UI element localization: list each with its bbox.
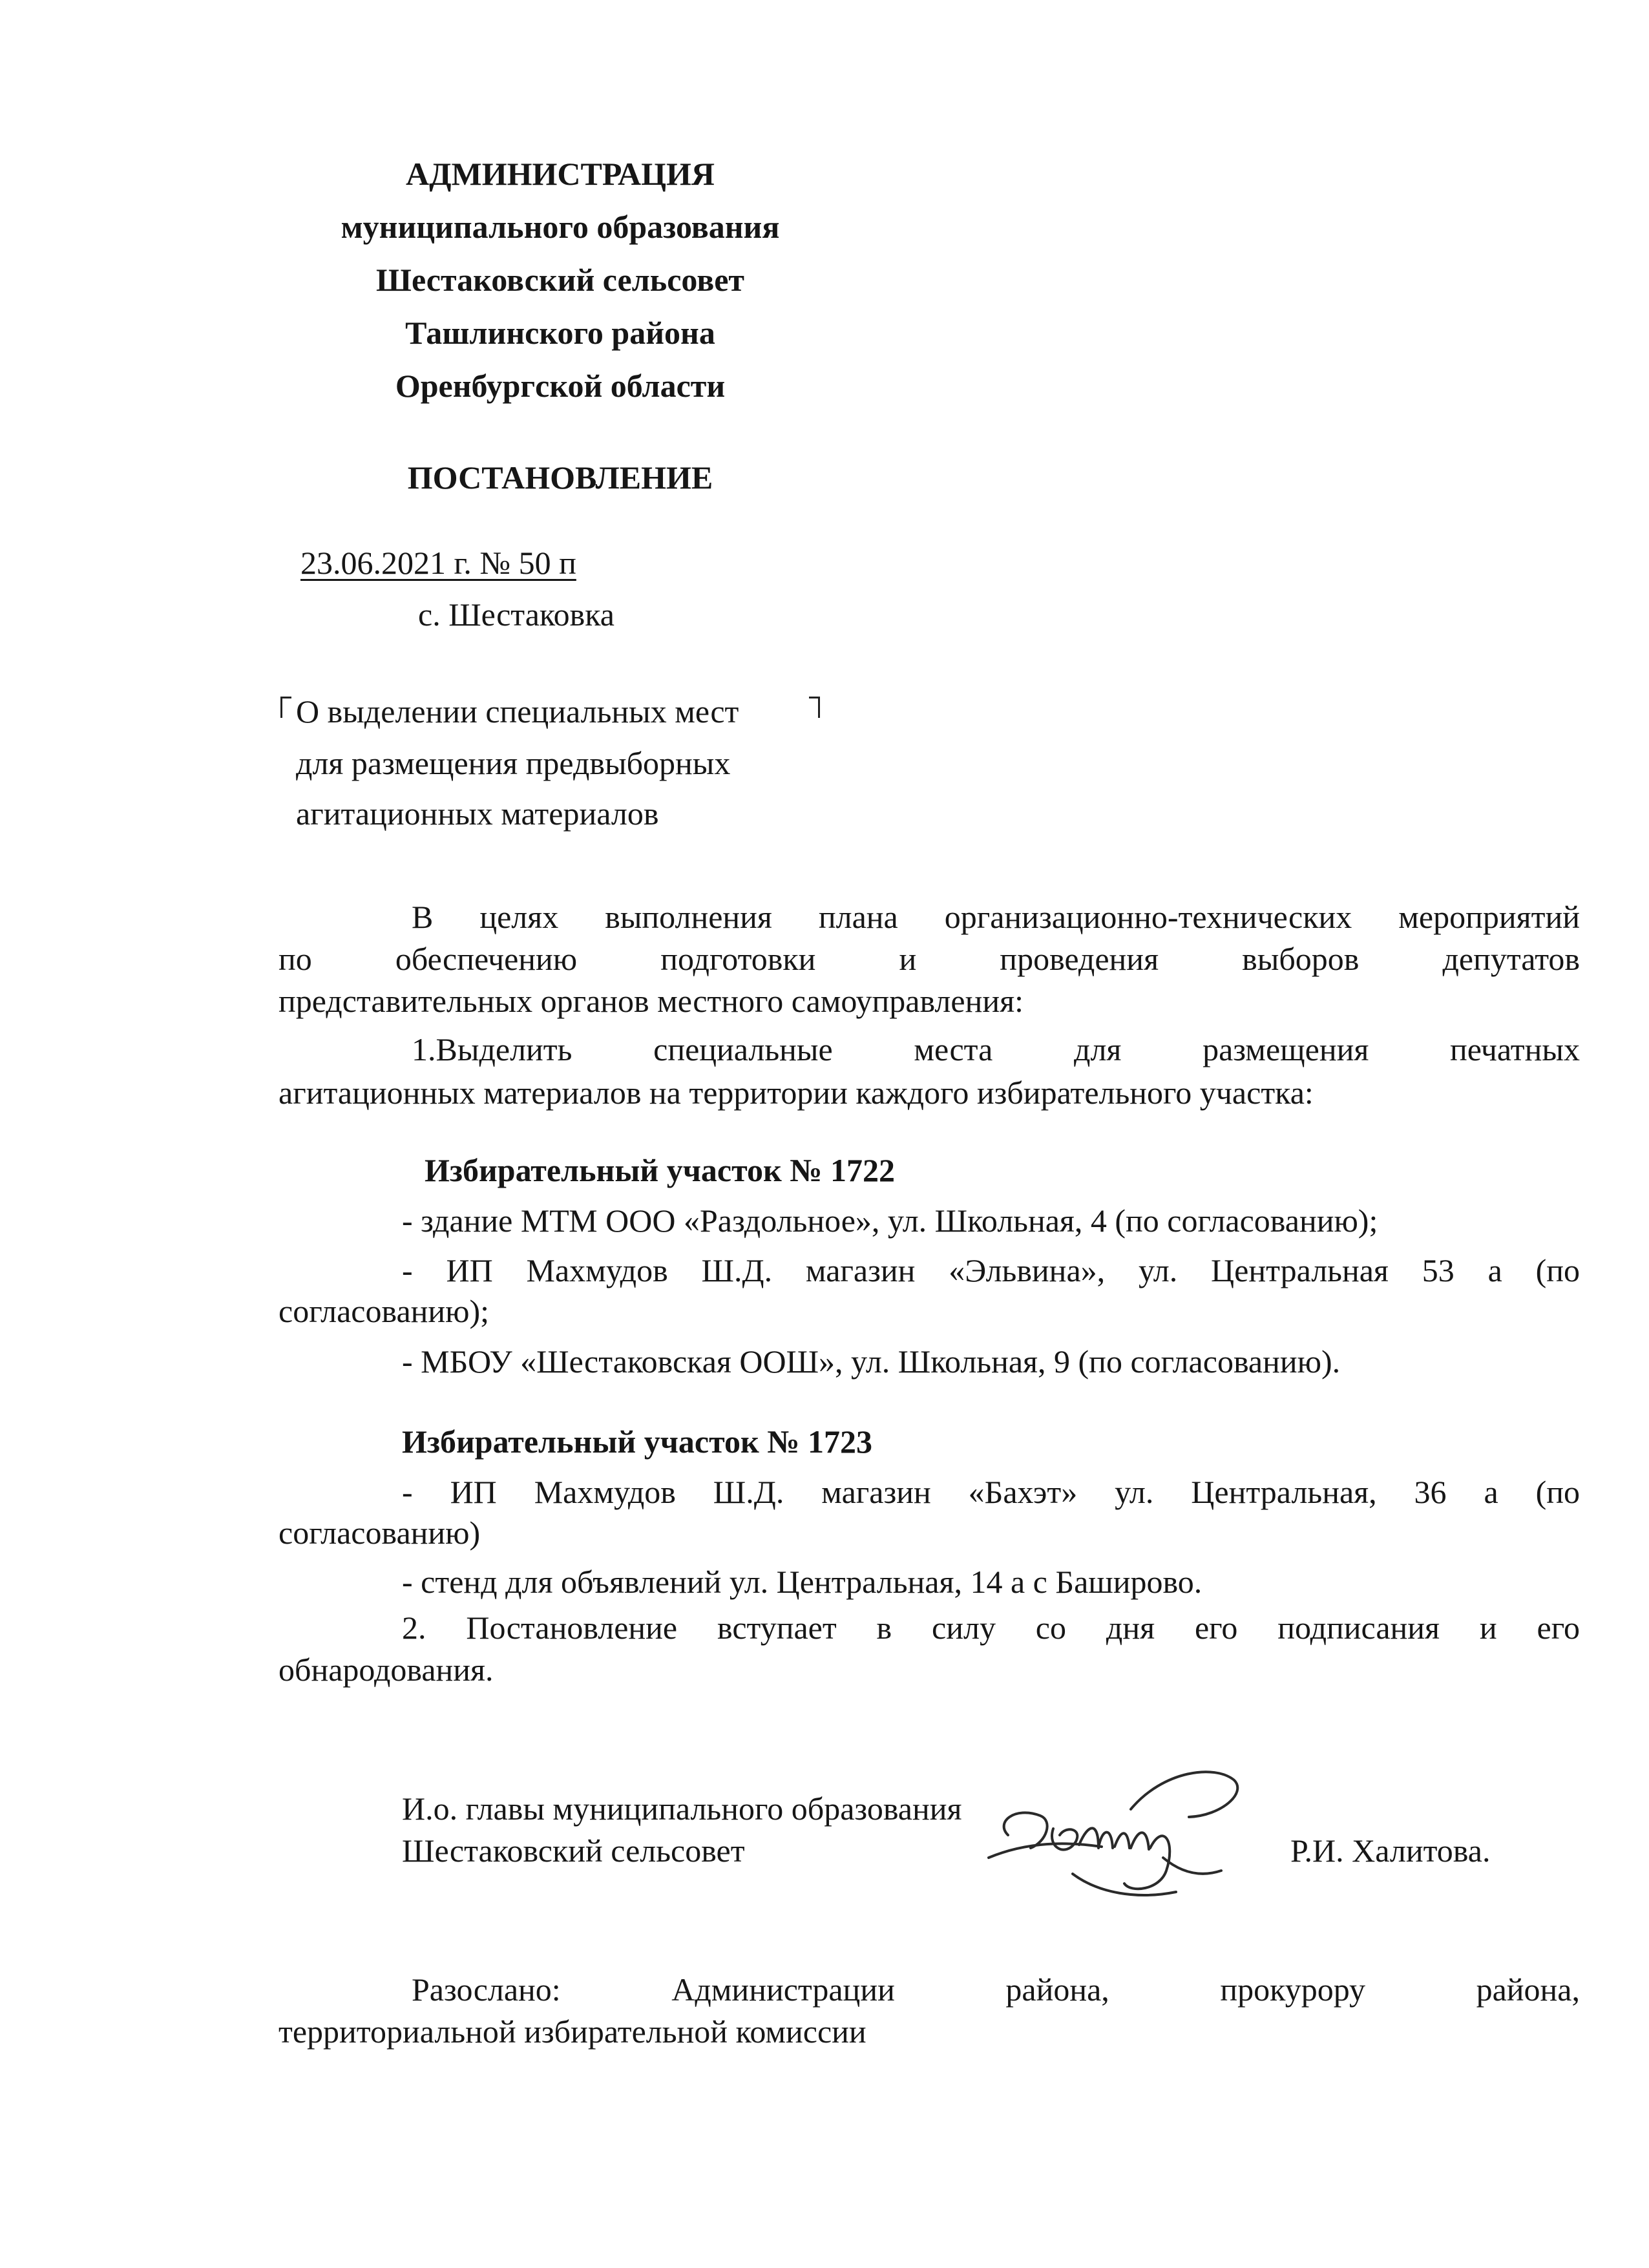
body-p2-line2: агитационных материалов на территории каждого избирательного участка: xyxy=(278,1075,1314,1111)
org-subtitle-3: Ташлинского района xyxy=(405,315,715,351)
subject-line-3: агитационных материалов xyxy=(296,795,659,832)
handwritten-signature xyxy=(969,1745,1273,1906)
point-2-line1: 2. Постановление вступает в силу со дня его подписания и его xyxy=(402,1610,1580,1646)
precinct-1723-item-1-cont: согласованию) xyxy=(278,1515,481,1551)
signatory-title-line1: И.о. главы муниципального образования xyxy=(402,1790,962,1827)
distribution-line2: территориальной избирательной комиссии xyxy=(278,2013,867,2050)
body-p1-line3: представительных органов местного самоуправления: xyxy=(278,983,1024,1019)
precinct-1722-title: Избирательный участок № 1722 xyxy=(425,1152,896,1188)
subject-bracket-left xyxy=(280,697,291,718)
subject-line-1: О выделении специальных мест xyxy=(296,693,739,730)
point-2-line2: обнародования. xyxy=(278,1652,494,1688)
place-name: с. Шестаковка xyxy=(418,596,615,633)
subject-bracket-right xyxy=(809,697,820,718)
precinct-1722-item-3: - МБОУ «Шестаковская ООШ», ул. Школьная, 9 (по согласованию). xyxy=(402,1343,1341,1380)
date-number: 23.06.2021 г. № 50 п xyxy=(300,545,576,581)
signatory-name: Р.И. Халитова. xyxy=(1290,1832,1491,1869)
subject-line-2: для размещения предвыборных xyxy=(296,745,731,781)
org-subtitle-2: Шестаковский сельсовет xyxy=(376,262,744,298)
precinct-1723-item-1: - ИП Махмудов Ш.Д. магазин «Бахэт» ул. Центральная, 36 а (по xyxy=(402,1474,1580,1510)
body-p2-line1: 1.Выделить специальные места для размещения печатных xyxy=(412,1031,1580,1067)
org-name: АДМИНИСТРАЦИЯ xyxy=(406,156,715,192)
precinct-1722-item-1: - здание МТМ ООО «Раздольное», ул. Школьная, 4 (по согласованию); xyxy=(402,1202,1378,1239)
org-subtitle-4: Оренбургской области xyxy=(395,368,726,404)
signatory-title-line2: Шестаковский сельсовет xyxy=(402,1832,745,1869)
precinct-1722-item-2-cont: согласованию); xyxy=(278,1293,490,1329)
body-p1-line2: по обеспечению подготовки и проведения выборов депутатов xyxy=(278,941,1580,977)
body-p1-line1: В целях выполнения плана организационно-технических мероприятий xyxy=(412,899,1580,935)
doc-type-title: ПОСТАНОВЛЕНИЕ xyxy=(407,459,713,496)
precinct-1722-item-2: - ИП Махмудов Ш.Д. магазин «Эльвина», ул. Центральная 53 а (по xyxy=(402,1252,1580,1288)
precinct-1723-item-2: - стенд для объявлений ул. Центральная, 14 а с Баширово. xyxy=(402,1564,1203,1600)
distribution-line1: Разослано: Администрации района, прокурору района, xyxy=(412,1971,1580,2008)
org-subtitle-1: муниципального образования xyxy=(341,209,780,245)
precinct-1723-title: Избирательный участок № 1723 xyxy=(402,1423,873,1460)
